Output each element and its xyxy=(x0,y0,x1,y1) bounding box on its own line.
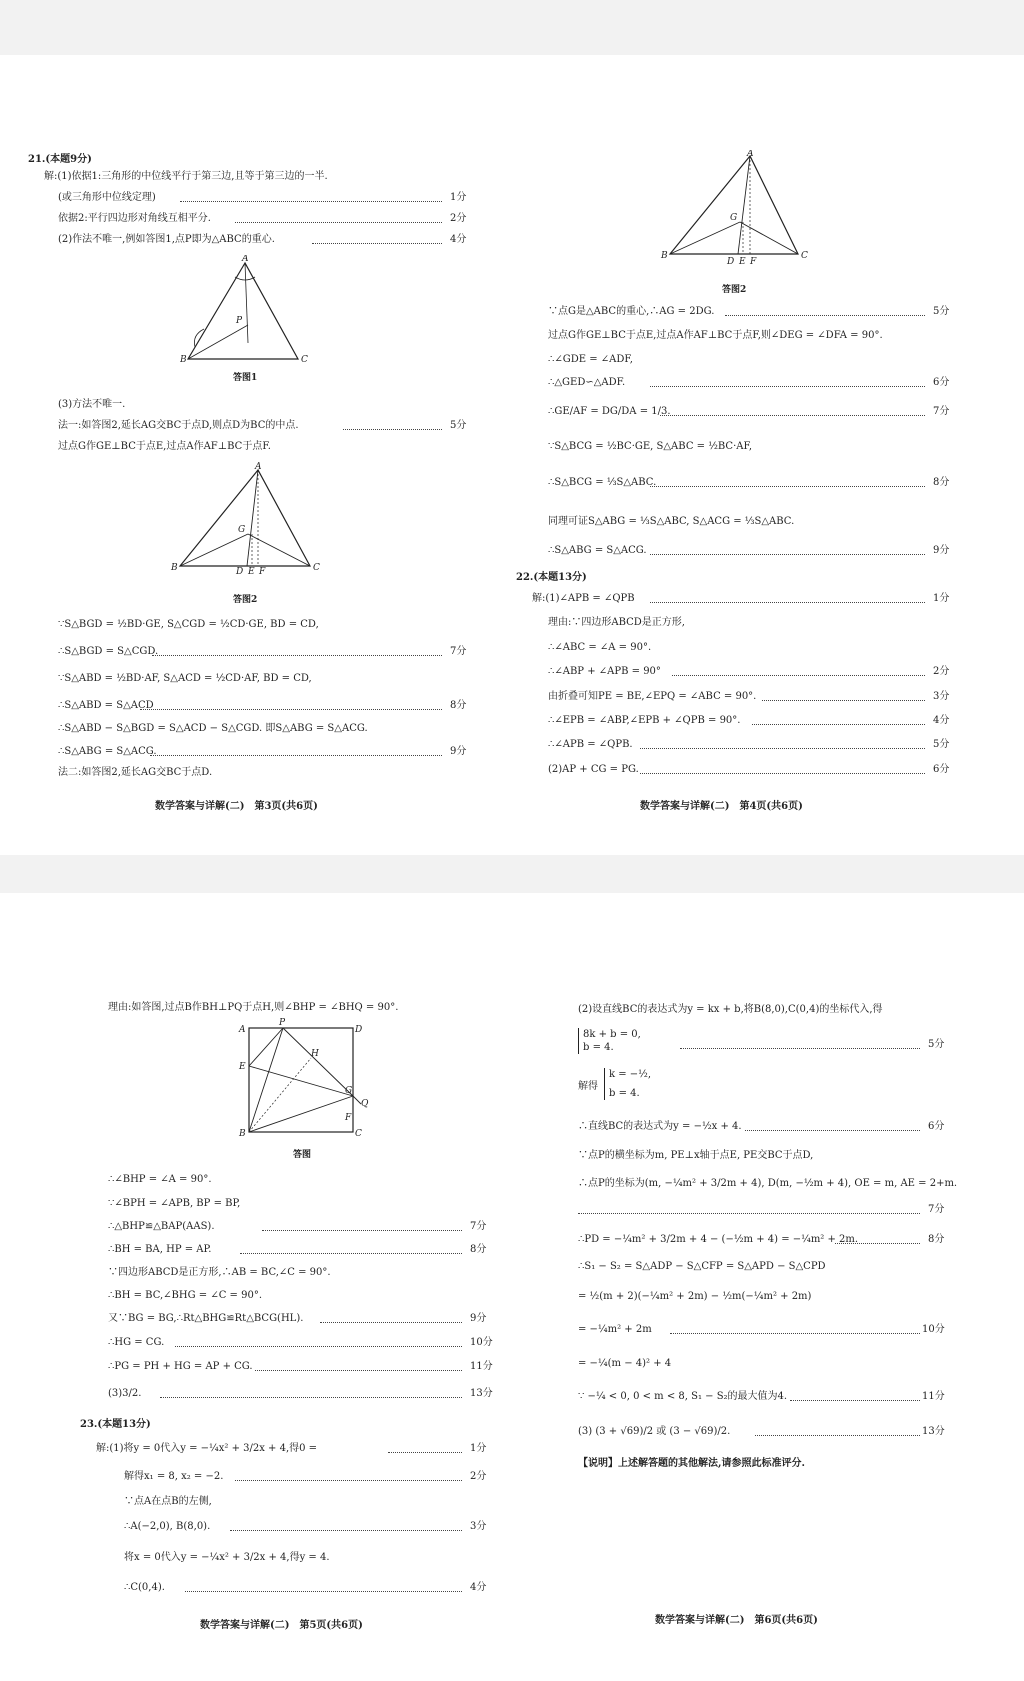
score: 4分 xyxy=(933,715,950,726)
p5-line: (3)3/2. xyxy=(108,1388,142,1399)
p6-system-row: b = 4. xyxy=(609,1088,640,1099)
svg-text:A: A xyxy=(242,255,249,264)
svg-text:C: C xyxy=(355,1129,362,1138)
p4-line: 由折叠可知PE = BE,∠EPQ = ∠ABC = 90°. xyxy=(548,691,757,702)
svg-text:D: D xyxy=(236,567,244,574)
svg-text:F: F xyxy=(345,1113,352,1123)
p6-line: ∴点P的坐标为(m, −¼m² + 3/2m + 4), D(m, −½m + 4), OE = m, AE = 2+m. xyxy=(578,1178,958,1189)
dot-leader xyxy=(185,1591,462,1592)
svg-text:B: B xyxy=(171,563,178,573)
page-4-footer: 数学答案与详解(二) 第4页(共6页) xyxy=(640,801,803,812)
p4-line: ∴S△BCG = ⅓S△ABC. xyxy=(548,477,657,488)
figure-2 xyxy=(170,462,320,574)
p6-line: (3) (3 + √69)/2 或 (3 − √69)/2. xyxy=(578,1426,731,1437)
svg-text:E: E xyxy=(739,257,746,267)
score: 5分 xyxy=(928,1039,945,1050)
dot-leader xyxy=(650,486,925,487)
score: 2分 xyxy=(470,1471,487,1482)
score: 7分 xyxy=(470,1221,487,1232)
figure-2-right xyxy=(660,150,810,268)
svg-text:Q: Q xyxy=(361,1099,369,1109)
svg-text:F: F xyxy=(259,567,266,574)
figure-2-caption: 答图2 xyxy=(233,595,258,605)
p5-line: ∴BH = BC,∠BHG = ∠C = 90°. xyxy=(108,1290,263,1301)
dot-leader xyxy=(650,602,925,603)
p5-line: ∵点A在点B的左侧, xyxy=(124,1496,212,1507)
score: 8分 xyxy=(450,700,467,711)
p4-line: ∵点G是△ABC的重心,∴AG = 2DG. xyxy=(548,306,715,317)
score: 5分 xyxy=(933,306,950,317)
score: 7分 xyxy=(928,1204,945,1215)
p6-line: (2)设直线BC的表达式为y = kx + b,将B(8,0),C(0,4)的坐标代入,得 xyxy=(578,1004,883,1015)
dot-leader xyxy=(343,429,442,430)
dot-leader xyxy=(235,222,442,223)
p6-line: ∵ −¼ < 0, 0 < m < 8, S₁ − S₂的最大值为4. xyxy=(578,1391,788,1402)
score: 4分 xyxy=(470,1582,487,1593)
p4-line: ∴∠APB = ∠QPB. xyxy=(548,739,633,750)
score: 6分 xyxy=(928,1121,945,1132)
score: 7分 xyxy=(933,406,950,417)
svg-text:C: C xyxy=(301,355,308,365)
q23-header: 23.(本题13分) xyxy=(80,1419,151,1430)
p4-line: 同理可证S△ABG = ⅓S△ABC, S△ACG = ⅓S△ABC. xyxy=(548,516,795,527)
p6-line: ∴S₁ − S₂ = S△ADP − S△CFP = S△APD − S△CPD xyxy=(578,1261,826,1272)
dot-leader xyxy=(578,1213,920,1214)
q22-header: 22.(本题13分) xyxy=(516,572,587,583)
p6-line: ∴PD = −¼m² + 3/2m + 4 − (−½m + 4) = −¼m² + 2m. xyxy=(578,1234,859,1245)
p3-line: ∴S△ABD − S△BGD = S△ACD − S△CGD. 即S△ABG = S△ACG. xyxy=(58,723,368,734)
dot-leader xyxy=(835,1243,920,1244)
dot-leader xyxy=(312,243,442,244)
dot-leader xyxy=(660,415,925,416)
svg-text:D: D xyxy=(727,257,735,267)
dot-leader xyxy=(160,1397,462,1398)
score: 6分 xyxy=(933,377,950,388)
score: 5分 xyxy=(933,739,950,750)
p5-line: ∴BH = BA, HP = AP. xyxy=(108,1244,212,1255)
score: 1分 xyxy=(470,1443,487,1454)
p3-line: (3)方法不唯一. xyxy=(58,399,126,410)
dot-leader xyxy=(152,655,442,656)
p5-line: ∴C(0,4). xyxy=(124,1582,165,1593)
p6-system-row: b = 4. xyxy=(583,1042,614,1053)
p5-line: 将x = 0代入y = −¼x² + 3/2x + 4,得y = 4. xyxy=(124,1552,330,1563)
score: 11分 xyxy=(922,1391,945,1402)
p6-line: ∵点P的横坐标为m, PE⊥x轴于点E, PE交BC于点D, xyxy=(578,1150,814,1161)
svg-text:B: B xyxy=(661,251,668,261)
p3-line: (2)作法不唯一,例如答图1,点P即为△ABC的重心. xyxy=(58,234,275,245)
dot-leader xyxy=(650,554,925,555)
svg-text:C: C xyxy=(313,563,320,573)
p6-system xyxy=(578,1028,641,1054)
score: 4分 xyxy=(450,234,467,245)
score: 1分 xyxy=(933,593,950,604)
score: 10分 xyxy=(470,1337,493,1348)
svg-text:F: F xyxy=(750,257,757,267)
p4-line: ∴S△ABG = S△ACG. xyxy=(548,545,647,556)
page-3-footer: 数学答案与详解(二) 第3页(共6页) xyxy=(155,801,318,812)
score: 9分 xyxy=(450,746,467,757)
dot-leader xyxy=(672,675,925,676)
svg-text:A: A xyxy=(255,462,262,472)
q21-header: 21.(本题9分) xyxy=(28,154,92,165)
p5-line: ∴△BHP≌△BAP(AAS). xyxy=(108,1221,215,1232)
p6-system-row: k = −½, xyxy=(609,1069,652,1080)
dot-leader xyxy=(262,1230,462,1231)
score: 2分 xyxy=(933,666,950,677)
p5-line: 理由:如答图,过点B作BH⊥PQ于点H,则∠BHP = ∠BHQ = 90°. xyxy=(108,1002,399,1013)
p3-line: ∵S△BGD = ½BD·GE, S△CGD = ½CD·GE, BD = CD, xyxy=(58,619,319,630)
svg-text:B: B xyxy=(239,1129,246,1138)
svg-text:A: A xyxy=(747,150,754,159)
p4-line: ∵S△BCG = ½BC·GE, S△ABC = ½BC·AF, xyxy=(548,441,753,452)
score: 2分 xyxy=(450,213,467,224)
dot-leader xyxy=(725,315,925,316)
score: 5分 xyxy=(450,420,467,431)
score: 9分 xyxy=(933,545,950,556)
score: 7分 xyxy=(450,646,467,657)
p3-line: 法二:如答图2,延长AG交BC于点D. xyxy=(58,767,213,778)
p4-line: ∴∠EPB = ∠ABP,∠EPB + ∠QPB = 90°. xyxy=(548,715,741,726)
p5-line: 解得x₁ = 8, x₂ = −2. xyxy=(124,1471,224,1482)
score: 10分 xyxy=(922,1324,945,1335)
score: 1分 xyxy=(450,192,467,203)
dot-leader xyxy=(650,386,925,387)
p4-line: ∴∠ABP + ∠APB = 90° xyxy=(548,666,661,677)
svg-text:A: A xyxy=(239,1025,246,1035)
p4-line: 理由:∵四边形ABCD是正方形, xyxy=(548,617,685,628)
p3-line: (或三角形中位线定理) xyxy=(58,192,156,203)
svg-text:C: C xyxy=(801,251,808,261)
p5-line: ∴HG = CG. xyxy=(108,1337,165,1348)
score: 8分 xyxy=(470,1244,487,1255)
p3-line: ∴S△ABD = S△ACD xyxy=(58,700,154,711)
dot-leader xyxy=(790,1400,920,1401)
svg-text:B: B xyxy=(180,355,187,365)
p6-line: = ½(m + 2)(−¼m² + 2m) − ½m(−¼m² + 2m) xyxy=(578,1291,812,1302)
svg-text:E: E xyxy=(239,1062,246,1072)
p5-line: ∵四边形ABCD是正方形,∴AB = BC,∠C = 90°. xyxy=(108,1267,331,1278)
dot-leader xyxy=(640,773,925,774)
dot-leader xyxy=(755,1435,920,1436)
p6-system-row: 8k + b = 0, xyxy=(583,1029,641,1040)
dot-leader xyxy=(762,700,925,701)
p4-line: 解:(1)∠APB = ∠QPB xyxy=(532,593,635,604)
page-5-footer: 数学答案与详解(二) 第5页(共6页) xyxy=(200,1620,363,1631)
svg-text:P: P xyxy=(279,1018,286,1028)
score: 6分 xyxy=(933,764,950,775)
p3-line: 过点G作GE⊥BC于点E,过点A作AF⊥BC于点F. xyxy=(58,441,271,452)
figure-2-right-caption: 答图2 xyxy=(722,285,747,295)
svg-text:H: H xyxy=(311,1049,319,1059)
dot-leader xyxy=(255,1370,462,1371)
dot-leader xyxy=(388,1452,462,1453)
svg-text:E: E xyxy=(248,567,255,574)
score: 11分 xyxy=(470,1361,493,1372)
dot-leader xyxy=(180,201,442,202)
svg-text:G: G xyxy=(730,213,738,223)
p5-line: ∴A(−2,0), B(8,0). xyxy=(124,1521,211,1532)
dot-leader xyxy=(150,755,442,756)
dot-leader xyxy=(640,748,925,749)
p3-line: ∵S△ABD = ½BD·AF, S△ACD = ½CD·AF, BD = CD, xyxy=(58,673,312,684)
dot-leader xyxy=(235,1480,462,1481)
figure-square-caption: 答图 xyxy=(293,1150,312,1160)
figure-square xyxy=(235,1018,375,1138)
p5-line: ∵∠BPH = ∠APB, BP = BP, xyxy=(108,1198,241,1209)
p3-line: 依据2:平行四边形对角线互相平分. xyxy=(58,213,211,224)
svg-text:G: G xyxy=(238,525,246,535)
score: 13分 xyxy=(922,1426,945,1437)
p4-line: ∴GE/AF = DG/DA = 1/3. xyxy=(548,406,671,417)
dot-leader xyxy=(745,1130,920,1131)
p4-line: ∴∠GDE = ∠ADF, xyxy=(548,354,633,365)
score: 8分 xyxy=(933,477,950,488)
p5-line: ∴PG = PH + HG = AP + CG. xyxy=(108,1361,253,1372)
dot-leader xyxy=(175,1346,462,1347)
score: 13分 xyxy=(470,1388,493,1399)
p6-line: = −¼m² + 2m xyxy=(578,1324,652,1335)
p3-line: 法一:如答图2,延长AG交BC于点D,则点D为BC的中点. xyxy=(58,420,299,431)
p4-line: ∴∠ABC = ∠A = 90°. xyxy=(548,642,652,653)
score: 3分 xyxy=(470,1521,487,1532)
p4-line: ∴△GED∽△ADF. xyxy=(548,377,626,388)
dot-leader xyxy=(140,709,442,710)
dot-leader xyxy=(670,1333,920,1334)
p6-system xyxy=(604,1068,651,1100)
page-6-footer: 数学答案与详解(二) 第6页(共6页) xyxy=(655,1615,818,1626)
p6-line: = −¼(m − 4)² + 4 xyxy=(578,1358,672,1369)
svg-text:D: D xyxy=(355,1025,363,1035)
p6-line: ∴直线BC的表达式为y = −½x + 4. xyxy=(578,1121,742,1132)
svg-text:P: P xyxy=(236,316,243,326)
p4-line: (2)AP + CG = PG. xyxy=(548,764,639,775)
figure-1 xyxy=(180,255,320,365)
dot-leader xyxy=(680,1048,920,1049)
svg-text:G: G xyxy=(345,1086,353,1096)
p5-line: 解:(1)将y = 0代入y = −¼x² + 3/2x + 4,得0 = xyxy=(96,1443,318,1454)
dot-leader xyxy=(230,1530,462,1531)
dot-leader xyxy=(320,1322,462,1323)
score: 8分 xyxy=(928,1234,945,1245)
p4-line: 过点G作GE⊥BC于点E,过点A作AF⊥BC于点F,则∠DEG = ∠DFA = 90°. xyxy=(548,330,883,341)
dot-leader xyxy=(752,724,925,725)
p6-note: 【说明】上述解答题的其他解法,请参照此标准评分. xyxy=(578,1458,805,1469)
p5-line: 又∵BG = BG,∴Rt△BHG≌Rt△BCG(HL). xyxy=(108,1313,304,1324)
figure-1-caption: 答图1 xyxy=(233,373,258,383)
p5-line: ∴∠BHP = ∠A = 90°. xyxy=(108,1174,212,1185)
p3-line: ∴S△BGD = S△CGD. xyxy=(58,646,159,657)
p3-line: 解:(1)依据1:三角形的中位线平行于第三边,且等于第三边的一半. xyxy=(44,171,328,182)
p6-line: 解得 xyxy=(578,1081,598,1092)
p3-line: ∴S△ABG = S△ACG. xyxy=(58,746,157,757)
score: 3分 xyxy=(933,691,950,702)
dot-leader xyxy=(240,1253,462,1254)
score: 9分 xyxy=(470,1313,487,1324)
